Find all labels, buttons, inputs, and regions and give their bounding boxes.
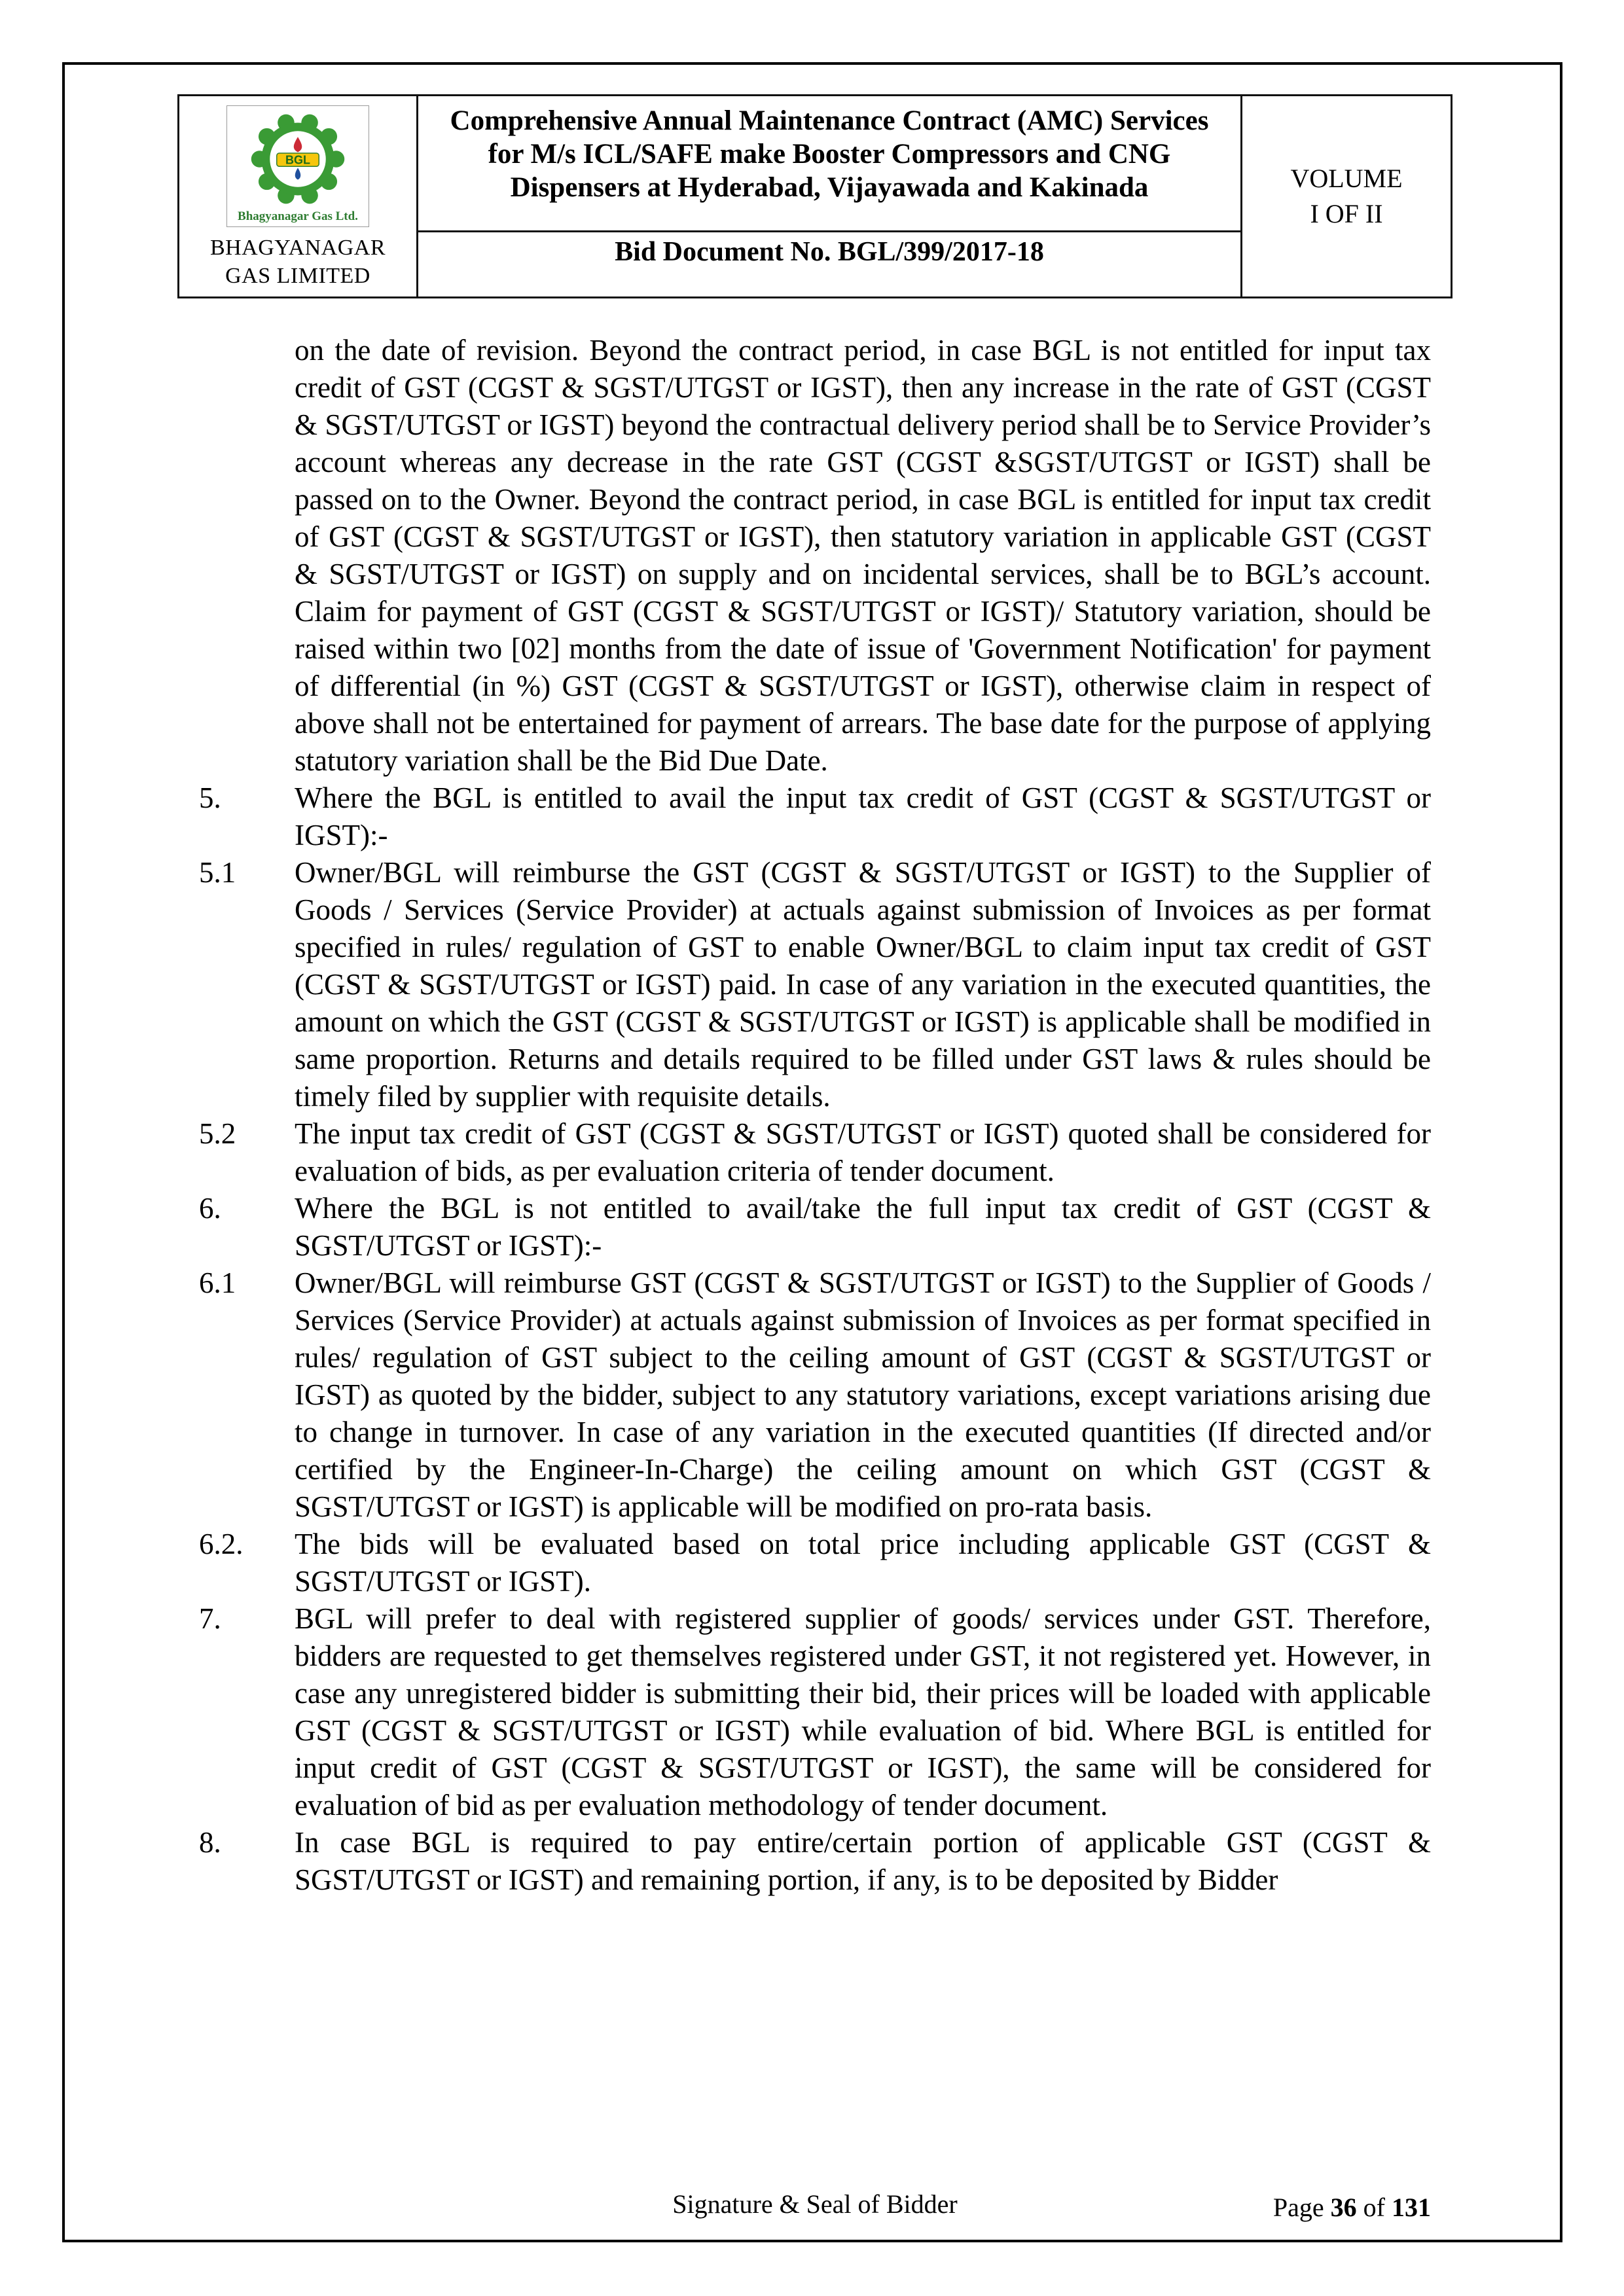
org-name-line2: GAS LIMITED — [225, 264, 370, 288]
bgl-logo-icon — [249, 110, 347, 208]
paragraph-text: on the date of revision. Beyond the contract period, in case BGL is not entitled for input tax credit of GST (CGST & SGST/UTGST or IGST), then any increase in the rate of GST (CGST & SGST/UTGST or IGST) beyond the contractual delivery period shall be to Service Provider’s account whereas any decrease in the rate GST (CGST &SGST/UTGST or IGST) shall be passed on to the Owner. Beyond the contract period, in case BGL is entitled for input tax credit of GST (CGST & SGST/UTGST or IGST), then statutory variation in applicable GST (CGST & SGST/UTGST or IGST) on supply and on incidental services, shall be to BGL’s account. Claim for payment of GST (CGST & SGST/UTGST or IGST)/ Statutory variation, should be raised within two [02] months from the date of issue of 'Government Notification' for payment of differential (in %) GST (CGST & SGST/UTGST or IGST), otherwise claim in respect of above shall not be entertained for payment of arrears. The base date for the purpose of applying statutory variation shall be the Bid Due Date. — [295, 334, 1431, 777]
paragraph-text: Owner/BGL will reimburse the GST (CGST & SGST/UTGST or IGST) to the Supplier of Goods / Services (Service Provider) at actuals against submission of Invoices as per format specified in rules/ regulation of GST to enable Owner/BGL to claim input tax credit of GST (CGST & SGST/UTGST or IGST) paid. In case of any variation in the executed quantities, the amount on which the GST (CGST & SGST/UTGST or IGST) is applicable shall be modified in same proportion. Returns and details required to be filled under GST laws & rules should be timely filed by supplier with requisite details. — [295, 856, 1431, 1113]
paragraph-number — [199, 332, 295, 780]
paragraph-row — [199, 854, 1431, 1115]
page-prefix: Page — [1272, 2193, 1324, 2222]
paragraph-number: 6.1 — [199, 1266, 236, 1299]
logo-caption: Bhagyanagar Gas Ltd. — [238, 209, 358, 223]
signature-label: Signature & Seal of Bidder — [672, 2189, 958, 2219]
paragraph-number: 5. — [199, 781, 221, 814]
paragraph-number: 6.2. — [199, 1528, 244, 1560]
logo-box — [226, 105, 369, 227]
page-total: 131 — [1392, 2193, 1431, 2222]
paragraph-text: In case BGL is required to pay entire/certain portion of applicable GST (CGST & SGST/UTGST or IGST) and remaining portion, if any, is to be deposited by Bidder — [295, 1826, 1431, 1896]
paragraph-text: The bids will be evaluated based on total price including applicable GST (CGST & SGST/UTGST or IGST). — [295, 1528, 1431, 1598]
page-number: 36 — [1330, 2193, 1357, 2222]
page-footer — [199, 2189, 1431, 2223]
paragraph-text: Where the BGL is not entitled to avail/take the full input tax credit of GST (CGST & SGST/UTGST or IGST):- — [295, 1192, 1431, 1262]
page-of-label: of — [1363, 2193, 1385, 2222]
page-indicator — [1273, 2192, 1431, 2223]
document-header — [177, 94, 1453, 298]
paragraph-number: 7. — [199, 1602, 221, 1635]
paragraph-row — [199, 1600, 1431, 1824]
paragraph-row — [199, 1824, 1431, 1899]
page-border — [62, 62, 1562, 2242]
document-title: Comprehensive Annual Maintenance Contract (AMC) Services for M/s ICL/SAFE make Booster Compressors and CNG Dispensers at Hyderabad, Vijayawada and Kakinada — [416, 96, 1242, 230]
paragraph-row — [199, 1526, 1431, 1600]
paragraph-row — [199, 1190, 1431, 1265]
logo-cell — [179, 96, 416, 296]
bid-document-number: Bid Document No. BGL/399/2017-18 — [416, 230, 1242, 296]
paragraph-list — [199, 332, 1431, 1899]
volume-line1: VOLUME — [1290, 164, 1403, 193]
paragraph-row — [199, 1265, 1431, 1526]
paragraph-row — [199, 1115, 1431, 1190]
paragraph-number: 5.1 — [199, 856, 236, 889]
paragraph-text: The input tax credit of GST (CGST & SGST/UTGST or IGST) quoted shall be considered for evaluation of bids, as per evaluation criteria of tender document. — [295, 1117, 1431, 1187]
volume-line2: I OF II — [1310, 199, 1383, 228]
paragraph-number: 8. — [199, 1826, 221, 1859]
paragraph-text: Where the BGL is entitled to avail the input tax credit of GST (CGST & SGST/UTGST or IGST):- — [295, 781, 1431, 852]
paragraph-text: BGL will prefer to deal with registered supplier of goods/ services under GST. Therefore, bidders are requested to get themselves registered under GST, it not registered yet. However, in case any unregistered bidder is submitting their bid, their prices will be loaded with applicable GST (CGST & SGST/UTGST or IGST) while evaluation of bid. Where BGL is entitled for input credit of GST (CGST & SGST/UTGST or IGST), the same will be considered for evaluation of bid as per evaluation methodology of tender document. — [295, 1602, 1431, 1821]
paragraph-row — [199, 332, 1431, 780]
volume-label — [1242, 96, 1451, 296]
org-name — [210, 234, 386, 290]
paragraph-text: Owner/BGL will reimburse GST (CGST & SGST/UTGST or IGST) to the Supplier of Goods / Services (Service Provider) at actuals against submission of Invoices as per format specified in rules/ regulation of GST subject to the ceiling amount of GST (CGST & SGST/UTGST or IGST) as quoted by the bidder, subject to any statutory variations, except variations arising due to change in turnover. In case of any variation in the executed quantities (If directed and/or certified by the Engineer-In-Charge) the ceiling amount on which GST (CGST & SGST/UTGST or IGST) is applicable will be modified on pro-rata basis. — [295, 1266, 1431, 1523]
paragraph-row — [199, 780, 1431, 854]
paragraph-number: 6. — [199, 1192, 221, 1225]
org-name-line1: BHAGYANAGAR — [209, 236, 386, 260]
logo-text: BGL — [285, 153, 310, 167]
paragraph-number: 5.2 — [199, 1117, 236, 1150]
